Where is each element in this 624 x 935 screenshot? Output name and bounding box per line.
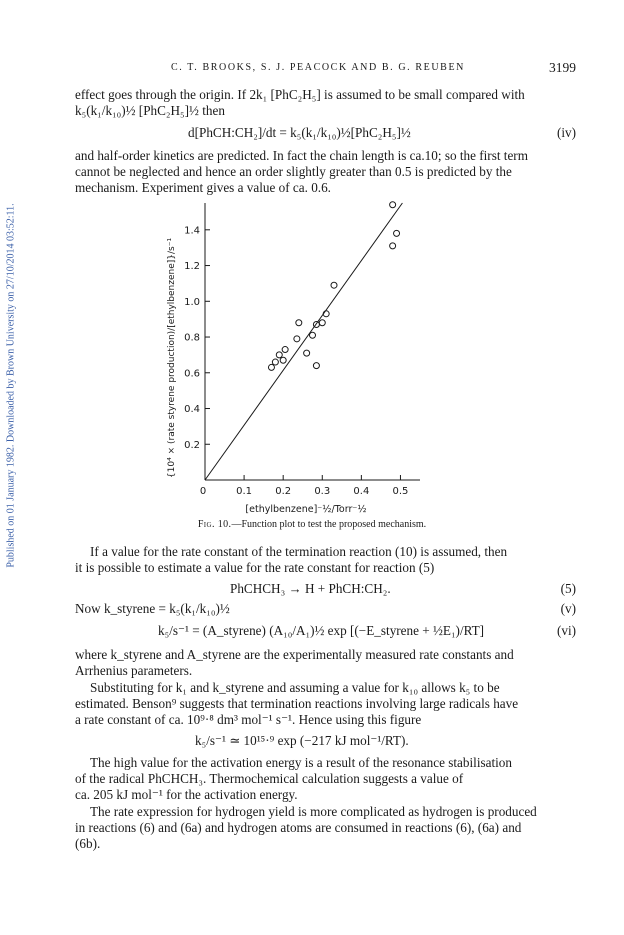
equation-v-tag: (v) — [560, 601, 576, 616]
equation-vi-tag: (vi) — [556, 623, 576, 638]
page-header — [60, 60, 576, 76]
x-tick-label: 0.4 — [353, 486, 370, 497]
x-tick-label: 0 — [199, 486, 207, 497]
x-tick-label: 0.1 — [236, 486, 253, 497]
plot-area — [184, 202, 420, 497]
data-point — [313, 363, 319, 369]
body-line: The high value for the activation energy is a result of the resonance stabilisation — [90, 755, 512, 770]
equation-vi: k₅/s⁻¹ = (A_styrene) (A₁₀/A₁)½ exp [(−E_styrene + ½E₁)/RT] — [158, 623, 485, 638]
data-point — [310, 332, 316, 338]
x-tick-label: 0.3 — [314, 486, 331, 497]
y-tick-label: 0.8 — [184, 332, 200, 344]
reaction-5-tag: (5) — [560, 581, 576, 596]
body-line: ca. 205 kJ mol⁻¹ for the activation energy. — [75, 787, 298, 802]
data-point — [394, 230, 400, 236]
data-point — [268, 364, 274, 370]
body-line: Arrhenius parameters. — [75, 663, 193, 678]
body-line: in reactions (6) and (6a) and hydrogen atoms are consumed in reactions (6), (6a) and — [75, 820, 522, 835]
equation-v: Now k_styrene = k₅(k₁/k₁₀)½ — [75, 601, 230, 616]
figure-caption — [0, 519, 624, 530]
body-line: effect goes through the origin. If 2k₁ [PhC₂H₅] is assumed to be small compared with — [75, 87, 525, 102]
y-tick-label: 0.6 — [184, 368, 200, 380]
body-line: and half-order kinetics are predicted. In fact the chain length is ca.10; so the first term — [75, 148, 528, 163]
y-tick-label: 1.4 — [184, 225, 200, 237]
equation-k5: k₅/s⁻¹ ≃ 10¹⁵·⁹ exp (−217 kJ mol⁻¹/RT). — [195, 733, 409, 748]
x-tick-label: 0.2 — [275, 486, 292, 497]
figure-number: Fig. 10. — [197, 519, 232, 530]
equation-iv: d[PhCH:CH₂]/dt = k₅(k₁/k₁₀)½[PhC₂H₅]½ — [188, 125, 411, 140]
y-tick-label: 0.4 — [184, 404, 200, 416]
body-line: cannot be neglected and hence an order slightly greater than 0.5 is predicted by the — [75, 164, 512, 179]
data-point — [323, 311, 329, 317]
running-head: C. T. BROOKS, S. J. PEACOCK AND B. G. REUBEN — [171, 62, 465, 73]
body-line: it is possible to estimate a value for the rate constant for reaction (5) — [75, 560, 435, 575]
data-point — [276, 352, 282, 358]
x-tick-label: 0.5 — [392, 486, 409, 497]
body-line: estimated. Benson⁹ suggests that termination reactions involving large radicals have — [75, 696, 519, 711]
body-line: mechanism. Experiment gives a value of ca. 0.6. — [75, 180, 331, 195]
y-tick-label: 0.2 — [184, 439, 200, 451]
y-axis-label: {10⁴ × (rate styrene production)/[ethylbenzene]}/s⁻¹ — [167, 237, 177, 479]
fit-line — [205, 203, 402, 480]
body-line: If a value for the rate constant of the termination reaction (10) is assumed, then — [90, 544, 508, 559]
body-line: of the radical PhCHCH₃. Thermochemical calculation suggests a value of — [75, 771, 464, 786]
data-point — [272, 359, 278, 365]
body-line: k₅(k₁/k₁₀)½ [PhC₂H₅]½ then — [75, 103, 225, 118]
function-plot — [160, 198, 460, 516]
body-line: The rate expression for hydrogen yield is more complicated as hydrogen is produced — [90, 804, 537, 819]
y-tick-label: 1.0 — [184, 296, 200, 308]
x-axis-label: [ethylbenzene]⁻½/Torr⁻½ — [245, 504, 367, 515]
data-point — [390, 243, 396, 249]
data-point — [280, 357, 286, 363]
data-point — [296, 320, 302, 326]
reaction-5: PhCHCH₃ → H + PhCH:CH₂. — [230, 581, 391, 596]
body-line: Substituting for k₁ and k_styrene and assuming a value for k₁₀ allows k₅ to be — [90, 680, 500, 695]
figure-caption-text: —Function plot to test the proposed mechanism. — [231, 519, 427, 530]
download-note-text: Published on 01 January 1982. Downloaded by Brown University on 27/10/2014 03:52:11. — [5, 202, 17, 568]
data-point — [390, 202, 396, 208]
data-point — [304, 350, 310, 356]
body-line: (6b). — [75, 836, 101, 851]
data-point — [294, 336, 300, 342]
equation-iv-tag: (iv) — [556, 125, 576, 140]
data-point — [319, 320, 325, 326]
y-tick-label: 1.2 — [184, 261, 200, 273]
body-line: where k_styrene and A_styrene are the experimentally measured rate constants and — [75, 647, 514, 662]
page-number: 3199 — [549, 60, 576, 75]
body-line: a rate constant of ca. 10⁹·⁸ dm³ mol⁻¹ s⁻¹. Hence using this figure — [75, 712, 422, 727]
data-point — [282, 347, 288, 353]
data-point — [331, 282, 337, 288]
download-note — [3, 150, 19, 620]
